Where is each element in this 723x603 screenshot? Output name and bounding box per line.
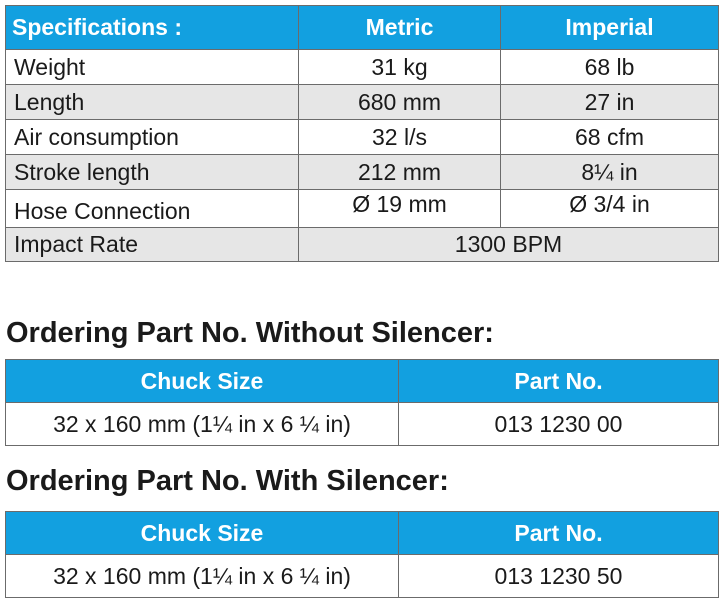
chuck-size-value: 32 x 160 mm (1¼ in x 6 ¼ in) <box>6 555 399 598</box>
spec-metric-value: 31 kg <box>299 50 501 85</box>
part-no-header: Part No. <box>399 360 719 403</box>
spec-metric-value: 680 mm <box>299 85 501 120</box>
ordering-with-silencer-heading: Ordering Part No. With Silencer: <box>6 465 449 497</box>
chuck-size-header: Chuck Size <box>6 360 399 403</box>
spec-row-stroke-length <box>6 155 719 190</box>
spec-label: Weight <box>6 50 299 85</box>
spec-metric-value: Ø 19 mm <box>299 190 501 228</box>
spec-imperial-value: 68 lb <box>501 50 719 85</box>
spec-imperial-value: 27 in <box>501 85 719 120</box>
part-no-value: 013 1230 00 <box>399 403 719 446</box>
specifications-table <box>5 5 719 262</box>
spec-row-hose-connection <box>6 190 719 228</box>
chuck-size-value: 32 x 160 mm (1¼ in x 6 ¼ in) <box>6 403 399 446</box>
ordering-without-silencer-table <box>5 359 719 446</box>
order-header-row <box>6 512 719 555</box>
order-row <box>6 403 719 446</box>
metric-header: Metric <box>299 6 501 50</box>
spec-row-impact-rate <box>6 228 719 262</box>
specifications-header-row <box>6 6 719 50</box>
ordering-without-silencer-heading: Ordering Part No. Without Silencer: <box>6 317 494 349</box>
spec-label: Stroke length <box>6 155 299 190</box>
spec-row-air-consumption <box>6 120 719 155</box>
spec-metric-value: 32 l/s <box>299 120 501 155</box>
spec-imperial-value: Ø 3/4 in <box>501 190 719 228</box>
spec-row-length <box>6 85 719 120</box>
spec-row-weight <box>6 50 719 85</box>
part-no-value: 013 1230 50 <box>399 555 719 598</box>
spec-label: Length <box>6 85 299 120</box>
spec-imperial-value: 8¼ in <box>501 155 719 190</box>
ordering-with-silencer-table <box>5 511 719 598</box>
order-row <box>6 555 719 598</box>
spec-imperial-value: 68 cfm <box>501 120 719 155</box>
order-header-row <box>6 360 719 403</box>
spec-metric-value: 212 mm <box>299 155 501 190</box>
spec-label: Hose Connection <box>6 190 299 228</box>
part-no-header: Part No. <box>399 512 719 555</box>
chuck-size-header: Chuck Size <box>6 512 399 555</box>
impact-rate-value: 1300 BPM <box>299 228 719 262</box>
spec-label: Air consumption <box>6 120 299 155</box>
spec-label: Impact Rate <box>6 228 299 262</box>
imperial-header: Imperial <box>501 6 719 50</box>
specifications-header: Specifications : <box>6 6 299 50</box>
